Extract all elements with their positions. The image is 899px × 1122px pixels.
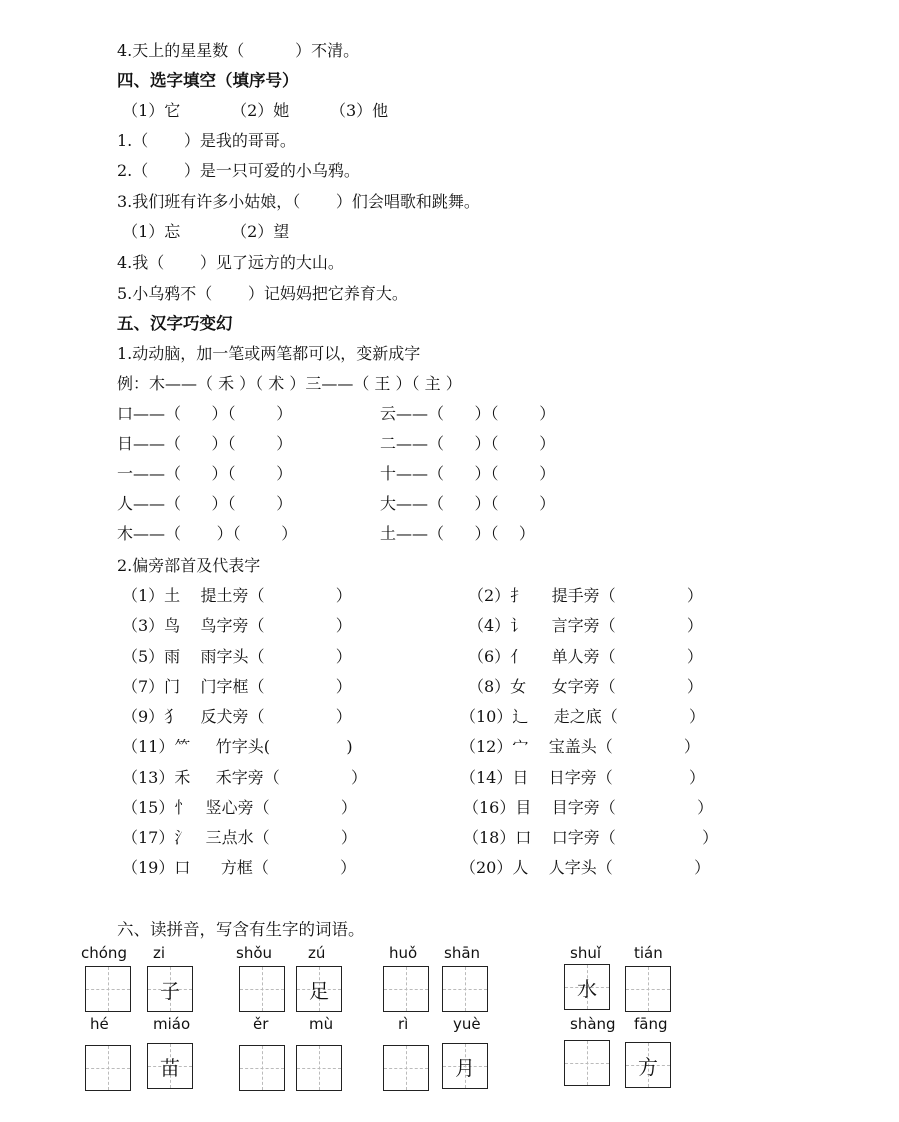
radical-row: （10）辶 走之底（ ） <box>460 707 705 726</box>
pinyin-label: mù <box>309 1015 334 1033</box>
pinyin-label: shǒu <box>236 944 273 962</box>
question-line: 3.我们班有许多小姑娘，（ ）们会唱歌和跳舞。 <box>117 192 480 211</box>
option-line: （1）忘 （2）望 <box>117 222 290 241</box>
question-line: 4.我（ ）见了远方的大山。 <box>117 253 344 272</box>
writing-box[interactable] <box>383 1045 429 1091</box>
radical-row: （3）鸟 鸟字旁（ ） <box>122 616 352 635</box>
pinyin-label: shàng <box>570 1015 616 1033</box>
question-line: 1.（ ）是我的哥哥。 <box>117 131 296 150</box>
pinyin-label: shān <box>444 944 481 962</box>
radical-row: （15）忄 竖心旁（ ） <box>122 798 357 817</box>
pinyin-label: fāng <box>634 1015 668 1033</box>
writing-box[interactable] <box>383 966 429 1012</box>
radical-row: （19）口 方框（ ） <box>122 858 357 877</box>
pinyin-label: miáo <box>153 1015 191 1033</box>
pinyin-label: yuè <box>453 1015 481 1033</box>
subsection-title: 1.动动脑，加一笔或两笔都可以，变新成字 <box>117 344 421 363</box>
pinyin-label: ěr <box>253 1015 269 1033</box>
writing-box[interactable] <box>442 966 488 1012</box>
radical-row: （11）⺮ 竹字头( ) <box>122 737 353 756</box>
char-change-row: 木——（ ）（ ） <box>117 524 298 543</box>
pinyin-label: rì <box>398 1015 409 1033</box>
radical-row: （14）日 日字旁（ ） <box>460 768 705 787</box>
section-title-4: 四、选字填空（填序号） <box>117 71 299 90</box>
pinyin-label: tián <box>634 944 663 962</box>
radical-row: （12）宀 宝盖头（ ） <box>460 737 700 756</box>
pinyin-label: hé <box>90 1015 109 1033</box>
option-line: （1）它 （2）她 （3）他 <box>117 101 389 120</box>
section-title-6: 六、读拼音，写含有生字的词语。 <box>117 920 365 939</box>
char-change-row: 十——（ ）（ ） <box>380 464 556 483</box>
radical-row: （8）女 女字旁（ ） <box>468 677 703 696</box>
char-change-row: 日——（ ）（ ） <box>117 434 293 453</box>
radical-row: （6）亻 单人旁（ ） <box>468 647 703 666</box>
writing-box[interactable] <box>85 1045 131 1091</box>
char-change-row: 大——（ ）（ ） <box>380 494 556 513</box>
writing-box[interactable] <box>239 1045 285 1091</box>
writing-box[interactable]: 子 <box>147 966 193 1012</box>
radical-row: （13）禾 禾字旁（ ） <box>122 768 367 787</box>
radical-row: （1）土 提土旁（ ） <box>122 586 352 605</box>
section-title-5: 五、汉字巧变幻 <box>117 314 233 333</box>
pinyin-label: zú <box>308 944 326 962</box>
char-change-row: 二——（ ）（ ） <box>380 434 556 453</box>
pinyin-label: shuǐ <box>570 944 601 962</box>
radical-row: （2）扌 提手旁（ ） <box>468 586 703 605</box>
radical-row: （20）人 人字头（ ） <box>460 858 711 877</box>
radical-row: （16）目 目字旁（ ） <box>463 798 714 817</box>
radical-row: （9）犭 反犬旁（ ） <box>122 707 352 726</box>
radical-row: （18）口 口字旁（ ） <box>463 828 719 847</box>
radical-row: （7）门 门字框（ ） <box>122 677 352 696</box>
writing-box[interactable]: 水 <box>564 964 610 1010</box>
subsection-title: 2.偏旁部首及代表字 <box>117 556 261 575</box>
writing-box[interactable]: 足 <box>296 966 342 1012</box>
radical-row: （5）雨 雨字头（ ） <box>122 647 352 666</box>
char-change-row: 一——（ ）（ ） <box>117 464 293 483</box>
question-line: 5.小乌鸦不（ ）记妈妈把它养育大。 <box>117 284 408 303</box>
radical-row: （4）讠 言字旁（ ） <box>468 616 703 635</box>
writing-box[interactable] <box>239 966 285 1012</box>
writing-box[interactable] <box>625 966 671 1012</box>
char-change-row: 土——（ ）（ ） <box>380 524 535 543</box>
char-change-row: 口——（ ）（ ） <box>117 404 293 423</box>
question-line: 2.（ ）是一只可爱的小乌鸦。 <box>117 161 360 180</box>
pinyin-label: chóng <box>81 944 127 962</box>
pinyin-label: zi <box>153 944 166 962</box>
question-line: 4.天上的星星数（ ）不清。 <box>117 41 360 60</box>
writing-box[interactable]: 方 <box>625 1042 671 1088</box>
example-line: 例：木——（ 禾 ）（ 术 ）三——（ 王 ）（ 主 ） <box>117 374 462 393</box>
radical-row: （17）氵 三点水（ ） <box>122 828 357 847</box>
pinyin-label: huǒ <box>389 944 418 962</box>
writing-box[interactable]: 苗 <box>147 1043 193 1089</box>
writing-box[interactable] <box>85 966 131 1012</box>
writing-box[interactable] <box>564 1040 610 1086</box>
char-change-row: 人——（ ）（ ） <box>117 494 293 513</box>
char-change-row: 云——（ ）（ ） <box>380 404 556 423</box>
writing-box[interactable]: 月 <box>442 1043 488 1089</box>
writing-box[interactable] <box>296 1045 342 1091</box>
